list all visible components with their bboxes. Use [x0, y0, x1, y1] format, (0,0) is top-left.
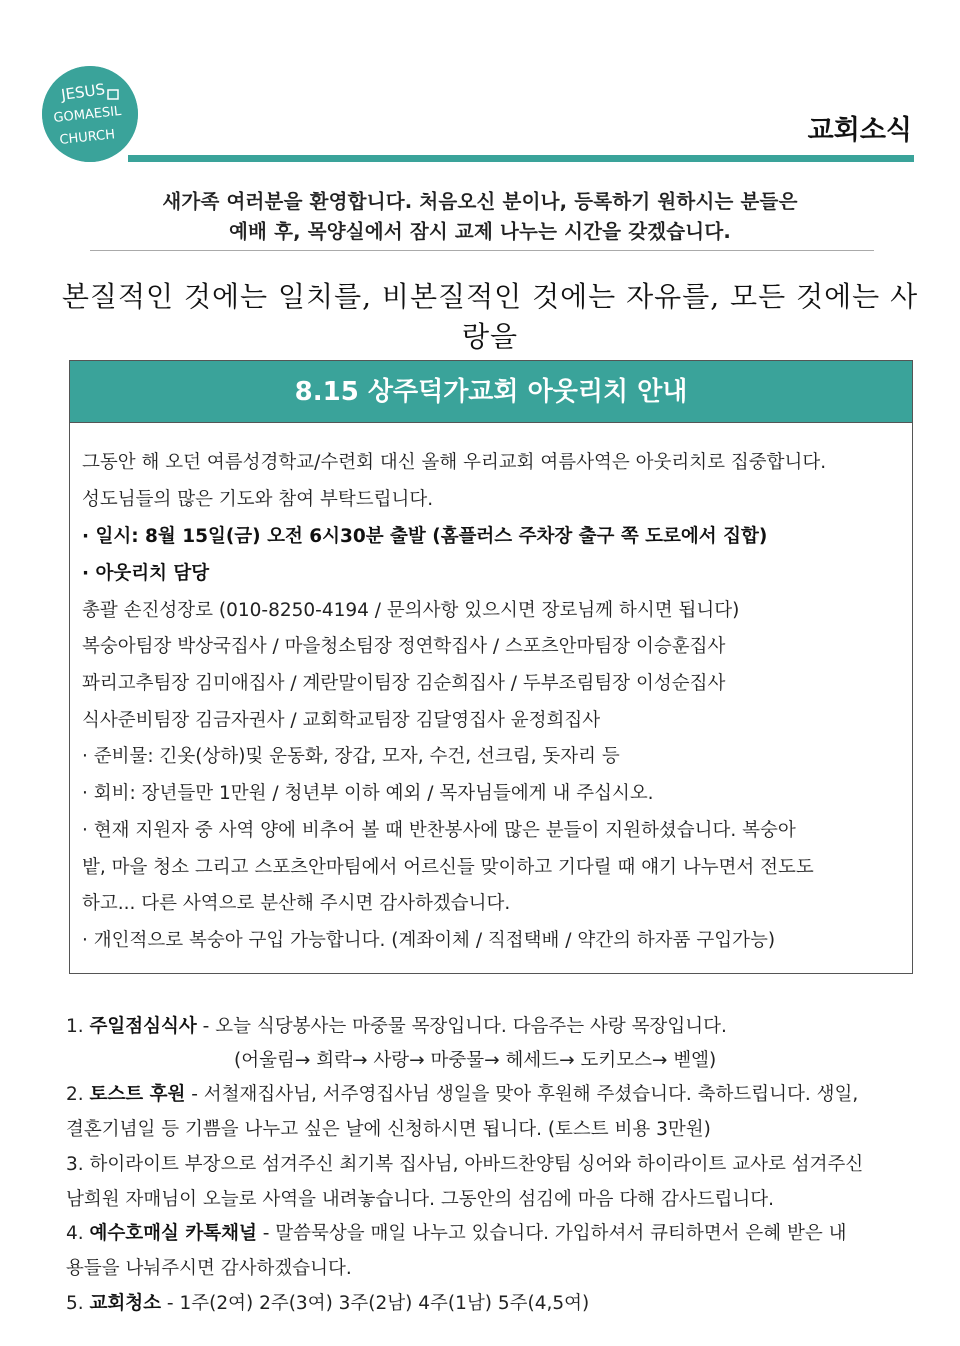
notice-text: - 서철재집사님, 서주영집사님 생일을 맞아 후원해 주셨습니다. 축하드립니다. 생일,: [185, 1084, 859, 1105]
notice-number: 3.: [66, 1154, 84, 1175]
svg-text:JESUS: JESUS: [60, 80, 107, 104]
outreach-line: 성도님들의 많은 기도와 참여 부탁드립니다.: [82, 489, 434, 510]
notice-item: [66, 1150, 863, 1176]
outreach-schedule: · 일시: 8월 15일(금) 오전 6시30분 출발 (홈플러스 주차장 출구 쪽 도로에서 집합): [82, 526, 768, 547]
welcome-line-2: 예배 후, 목양실에서 잠시 교제 나누는 시간을 갖겠습니다.: [229, 220, 731, 243]
notice-text: 결혼기념일 등 기쁨을 나누고 싶은 날에 신청하시면 됩니다. (토스트 비용 3만원): [66, 1119, 711, 1140]
welcome-line-1: 새가족 여러분을 환영합니다. 처음오신 분이나, 등록하기 원하시는 분들은: [162, 190, 798, 213]
notice-item: [66, 1012, 727, 1038]
outreach-line: 총괄 손진성장로 (010-8250-4194 / 문의사항 있으시면 장로님께 하시면 됩니다): [82, 600, 740, 621]
outreach-notice-box: [69, 360, 913, 974]
svg-text:GOMAESIL: GOMAESIL: [52, 103, 123, 126]
notice-number: 2.: [66, 1084, 84, 1105]
notice-number: 1.: [66, 1016, 84, 1037]
notice-text: - 1주(2여) 2주(3여) 3주(2남) 4주(1남) 5주(4,5여): [161, 1293, 590, 1314]
notice-title: 예수호매실 카톡채널: [89, 1223, 257, 1244]
outreach-line: 꽈리고추팀장 김미애집사 / 계란말이팀장 김순희집사 / 두부조림팀장 이성순집사: [82, 673, 726, 694]
notice-text: 하이라이트 부장으로 섬겨주신 최기복 집사님, 아바드찬양팀 싱어와 하이라이트 교사로 섬겨주신: [89, 1154, 864, 1175]
outreach-line: 밭, 마을 청소 그리고 스포츠안마팀에서 어르신들 맞이하고 기다릴 때 얘기 나누면서 전도도: [82, 857, 814, 878]
page-title: 교회소식: [807, 115, 912, 146]
title-divider: [128, 155, 914, 162]
notice-title: 교회청소: [89, 1293, 162, 1314]
notice-item: [66, 1289, 589, 1315]
notice-number: 5.: [66, 1293, 84, 1314]
notice-item: [66, 1115, 711, 1141]
notice-text: - 말씀묵상을 매일 나누고 있습니다. 가입하셔서 큐티하면서 은혜 받은 내: [256, 1223, 847, 1244]
notice-text: (어울림→ 희락→ 사랑→ 마중물→ 헤세드→ 도키모스→ 벧엘): [234, 1050, 717, 1071]
notice-item: [66, 1185, 774, 1211]
notice-number: 4.: [66, 1223, 84, 1244]
notice-title: 토스트 후원: [89, 1084, 186, 1105]
svg-text:CHURCH: CHURCH: [58, 127, 116, 148]
outreach-title: 8.15 상주덕가교회 아웃리치 안내: [70, 361, 912, 423]
outreach-line: · 개인적으로 복숭아 구입 가능합니다. (계좌이체 / 직접택배 / 약간의 하자품 구입가능): [82, 930, 776, 951]
notice-text: 용들을 나눠주시면 감사하겠습니다.: [66, 1258, 352, 1279]
notice-text: 남희원 자매님이 오늘로 사역을 내려놓습니다. 그동안의 섬김에 마음 다해 감사드립니다.: [66, 1189, 775, 1210]
notice-item: [66, 1080, 858, 1106]
outreach-staff-heading: · 아웃리치 담당: [82, 563, 210, 584]
notice-title: 주일점심식사: [89, 1016, 197, 1037]
outreach-line: 복숭아팀장 박상국집사 / 마을청소팀장 정연학집사 / 스포츠안마팀장 이승훈집사: [82, 636, 726, 657]
outreach-line: · 준비물: 긴옷(상하)및 운동화, 장갑, 모자, 수건, 선크림, 돗자리 등: [82, 746, 620, 767]
notice-text: - 오늘 식당봉사는 마중물 목장입니다. 다음주는 사랑 목장입니다.: [196, 1016, 727, 1037]
outreach-line: 식사준비팀장 김금자권사 / 교회학교팀장 김달영집사 윤정희집사: [82, 710, 601, 731]
outreach-line: 그동안 해 오던 여름성경학교/수련회 대신 올해 우리교회 여름사역은 아웃리치로 집중합니다.: [82, 452, 827, 473]
church-motto: 본질적인 것에는 일치를, 비본질적인 것에는 자유를, 모든 것에는 사랑을: [61, 280, 919, 353]
outreach-line: · 현재 지원자 중 사역 양에 비추어 볼 때 반찬봉사에 많은 분들이 지원하셨습니다. 복숭아: [82, 820, 796, 841]
notice-item: [234, 1046, 716, 1072]
church-logo: [42, 66, 138, 162]
outreach-line: 하고... 다른 사역으로 분산해 주시면 감사하겠습니다.: [82, 893, 511, 914]
welcome-divider: [90, 250, 874, 251]
notice-item: [66, 1254, 352, 1280]
outreach-line: · 회비: 장년들만 1만원 / 청년부 이하 예외 / 목자님들에게 내 주십시오.: [82, 783, 654, 804]
notice-item: [66, 1219, 846, 1245]
